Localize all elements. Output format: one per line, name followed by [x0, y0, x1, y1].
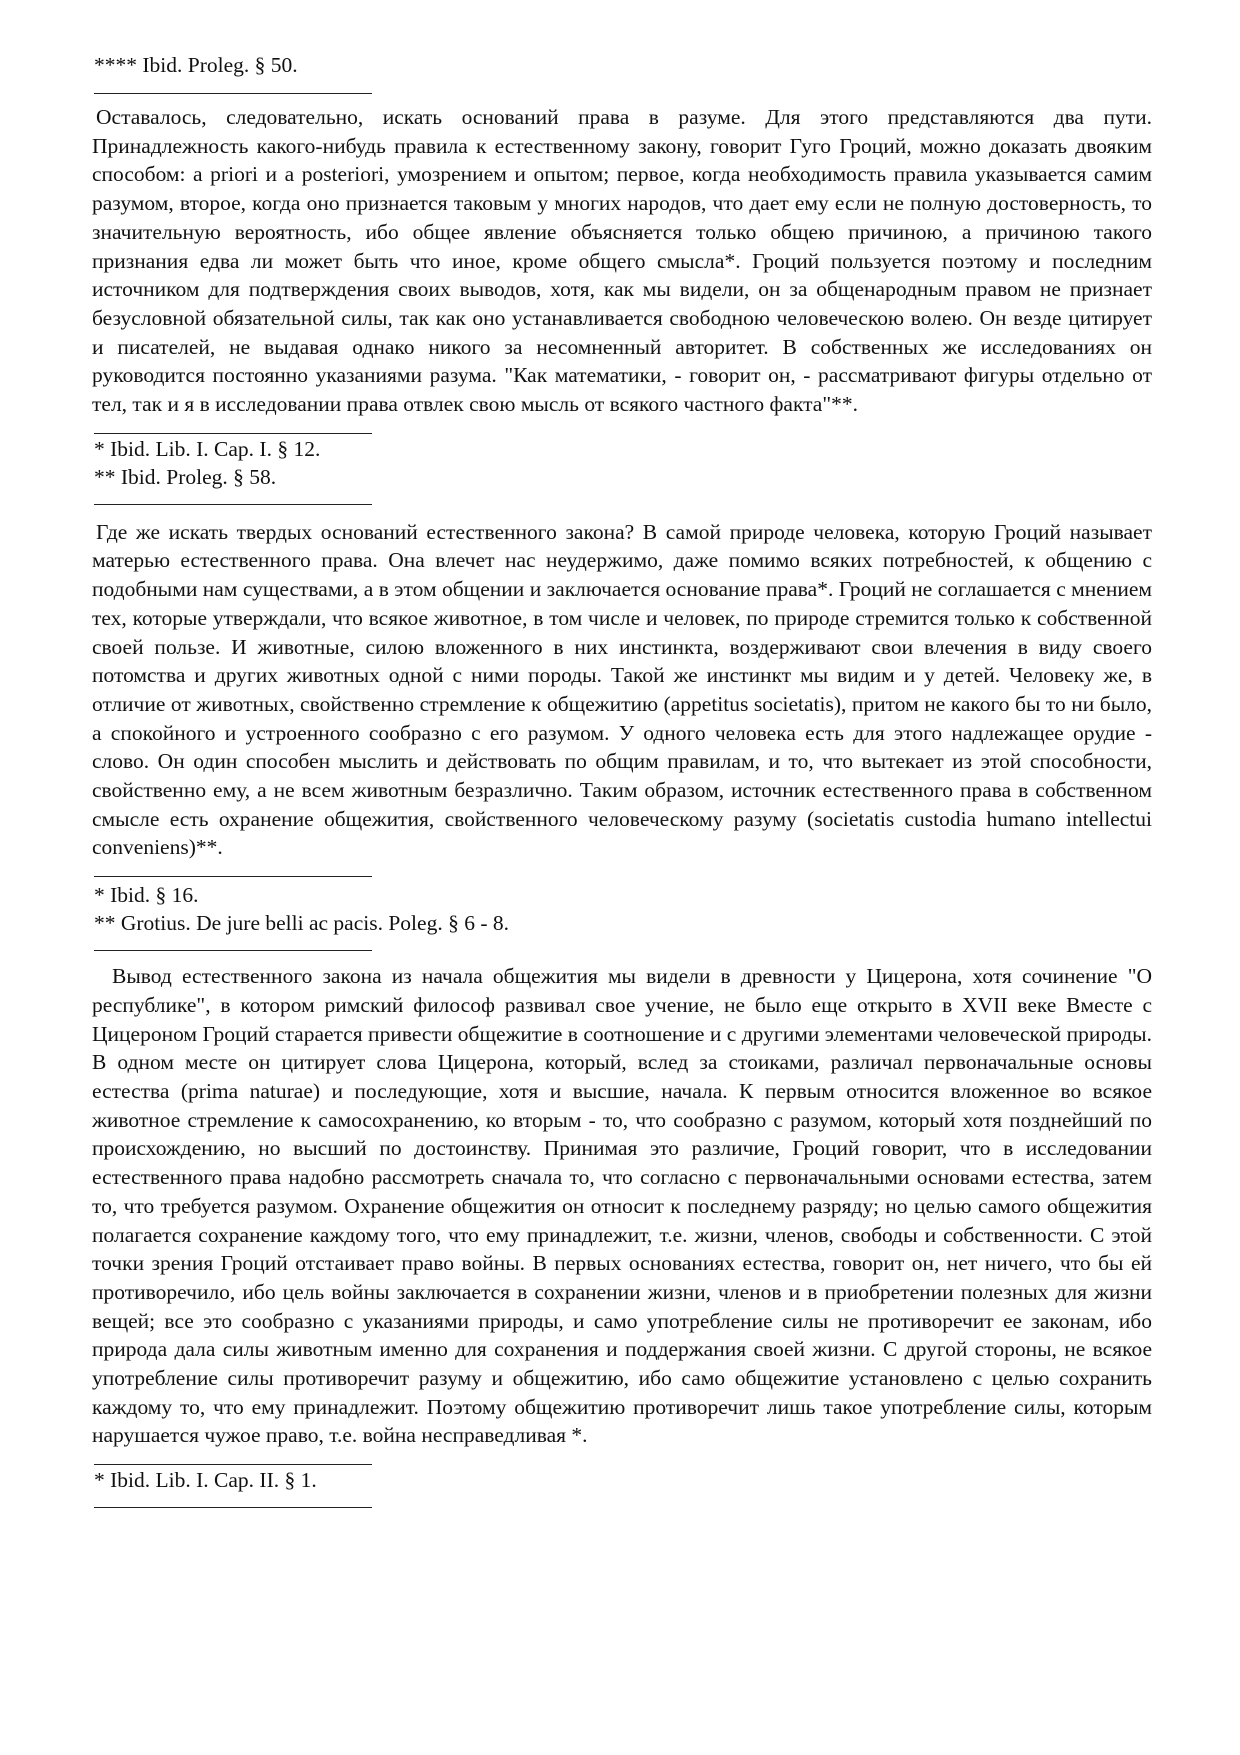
paragraph-human-nature: Где же искать твердых оснований естественного закона? В самой природе человека, которую Гроций называет матерью естественного права. Она влечет нас неудержимо, даже помимо всяких потребностей, к общению с подобными нам существами, а в этом общении и заключается основание права*. Гроций не соглашается с мнением тех, которые утверждали, что всякое животное, в том числе и человек, по природе стремится только к собственной своей пользе. И животные, силою вложенного в них инстинкта, воздерживают свои влечения в виду своего потомства и других животных одной с ними породы. Такой же инстинкт мы видим и у детей. Человеку же, в отличие от животных, свойственно стремление к общежитию (appetitus societatis), притом не какого бы то ни было, а спокойного и устроенного сообразно с его разумом. У одного человека есть для этого надлежащее орудие - слово. Он один способен мыслить и действовать по общим правилам, и то, что вытекает из этой способности, свойственно ему, а не всем животным безразлично. Таким образом, источник естественного права в собственном смысле есть охранение общежития, свойственного человеческому разуму (societatis custodia humano intellectui conveniens)**. — [92, 519, 1152, 860]
footnote-proleg-58: ** Ibid. Proleg. § 58. — [94, 464, 277, 489]
footnote-ibid-16: * Ibid. § 16. — [94, 883, 199, 908]
footnote-separator — [94, 950, 372, 951]
paragraph-reason-basis: Оставалось, следовательно, искать оснований права в разуме. Для этого представляются два пути. Принадлежность какого-нибудь правила к естественному закону, говорит Гуго Гроций, можно доказать двояким способом: a priori и a posteriori, умозрением и опытом; первое, когда необходимость правила указывается самим разумом, второе, когда оно признается таковым у многих народов, что дает ему если не полную достоверность, то значительную вероятность, ибо общее явление объясняется только общею причиною, а причиною такого признания едва ли может быть что иное, кроме общего смысла*. Гроций пользуется поэтому и последним источником для подтверждения своих выводов, хотя, как мы видели, он за общенародным правом не признает безусловной обязательной силы, так как оно устанавливается свободною человеческою волею. Он везде цитирует и писателей, не выдавая однако никого за несомненный авторитет. В собственных же исследованиях он руководится постоянно указаниями разума. "Как математики, - говорит он, - рассматривают фигуры отдельно от тел, так и я в исследовании права отвлек свою мысль от всякого частного факта"**. — [92, 105, 1152, 417]
document-page — [92, 50, 1152, 1508]
paragraph-cicero-society: Вывод естественного закона из начала общежития мы видели в древности у Цицерона, хотя сочинение "О республике", в котором римский философ развивал свое учение, не было еще открыто в XVII веке Вместе с Цицероном Гроций старается привести общежитие в соотношение и с другими элементами человеческой природы. В одном месте он цитирует слова Цицерона, который, вслед за стоиками, различал первоначальные основы естества (prima naturae) и последующие, хотя и высшие, начала. К первым относится вложенное во всякое животное стремление к самосохранению, ко вторым - то, что сообразно с разумом, который хотя позднейший по происхождению, но высший по достоинству. Принимая это различие, Гроций говорит, что в исследовании естественного права надобно рассмотреть сначала то, что согласно с первоначальными основами естества, затем то, что требуется разумом. Охранение общежития он относит к последнему разряду; но целью самого общежития полагается сохранение каждому того, что ему принадлежит, т.е. жизни, членов, свободы и собственности. С этой точки зрения Гроций отстаивает право войны. В первых основаниях естества, говорит он, нет ничего, что бы ей противоречило, ибо цель войны заключается в сохранении жизни, членов и в приобретении полезных для жизни вещей; все это сообразно с указаниями природы, и само употребление силы не противоречит ее законам, ибо природа дала силы животным именно для сохранения и поддержания своей жизни. С другой стороны, не всякое употребление силы противоречит разуму и общежитию, ибо само общежитие установлено с целью сохранить каждому то, что ему принадлежит. Поэтому общежитию противоречит лишь такое употребление силы, которым нарушается чужое право, т.е. война несправедливая *. — [92, 964, 1152, 1448]
footnote-separator — [94, 876, 372, 877]
footnote-lib1-cap2: * Ibid. Lib. I. Cap. II. § 1. — [94, 1468, 317, 1493]
footnote-lib1-cap1: * Ibid. Lib. I. Cap. I. § 12. — [94, 436, 321, 461]
footnote-grotius-de-jure: ** Grotius. De jure belli ac pacis. Poleg. § 6 - 8. — [94, 911, 509, 936]
footnote-separator — [94, 93, 372, 94]
footnote-separator — [94, 504, 372, 505]
footnote-separator — [94, 1507, 372, 1508]
footnote-ref-proleg-50: **** Ibid. Proleg. § 50. — [94, 53, 298, 77]
